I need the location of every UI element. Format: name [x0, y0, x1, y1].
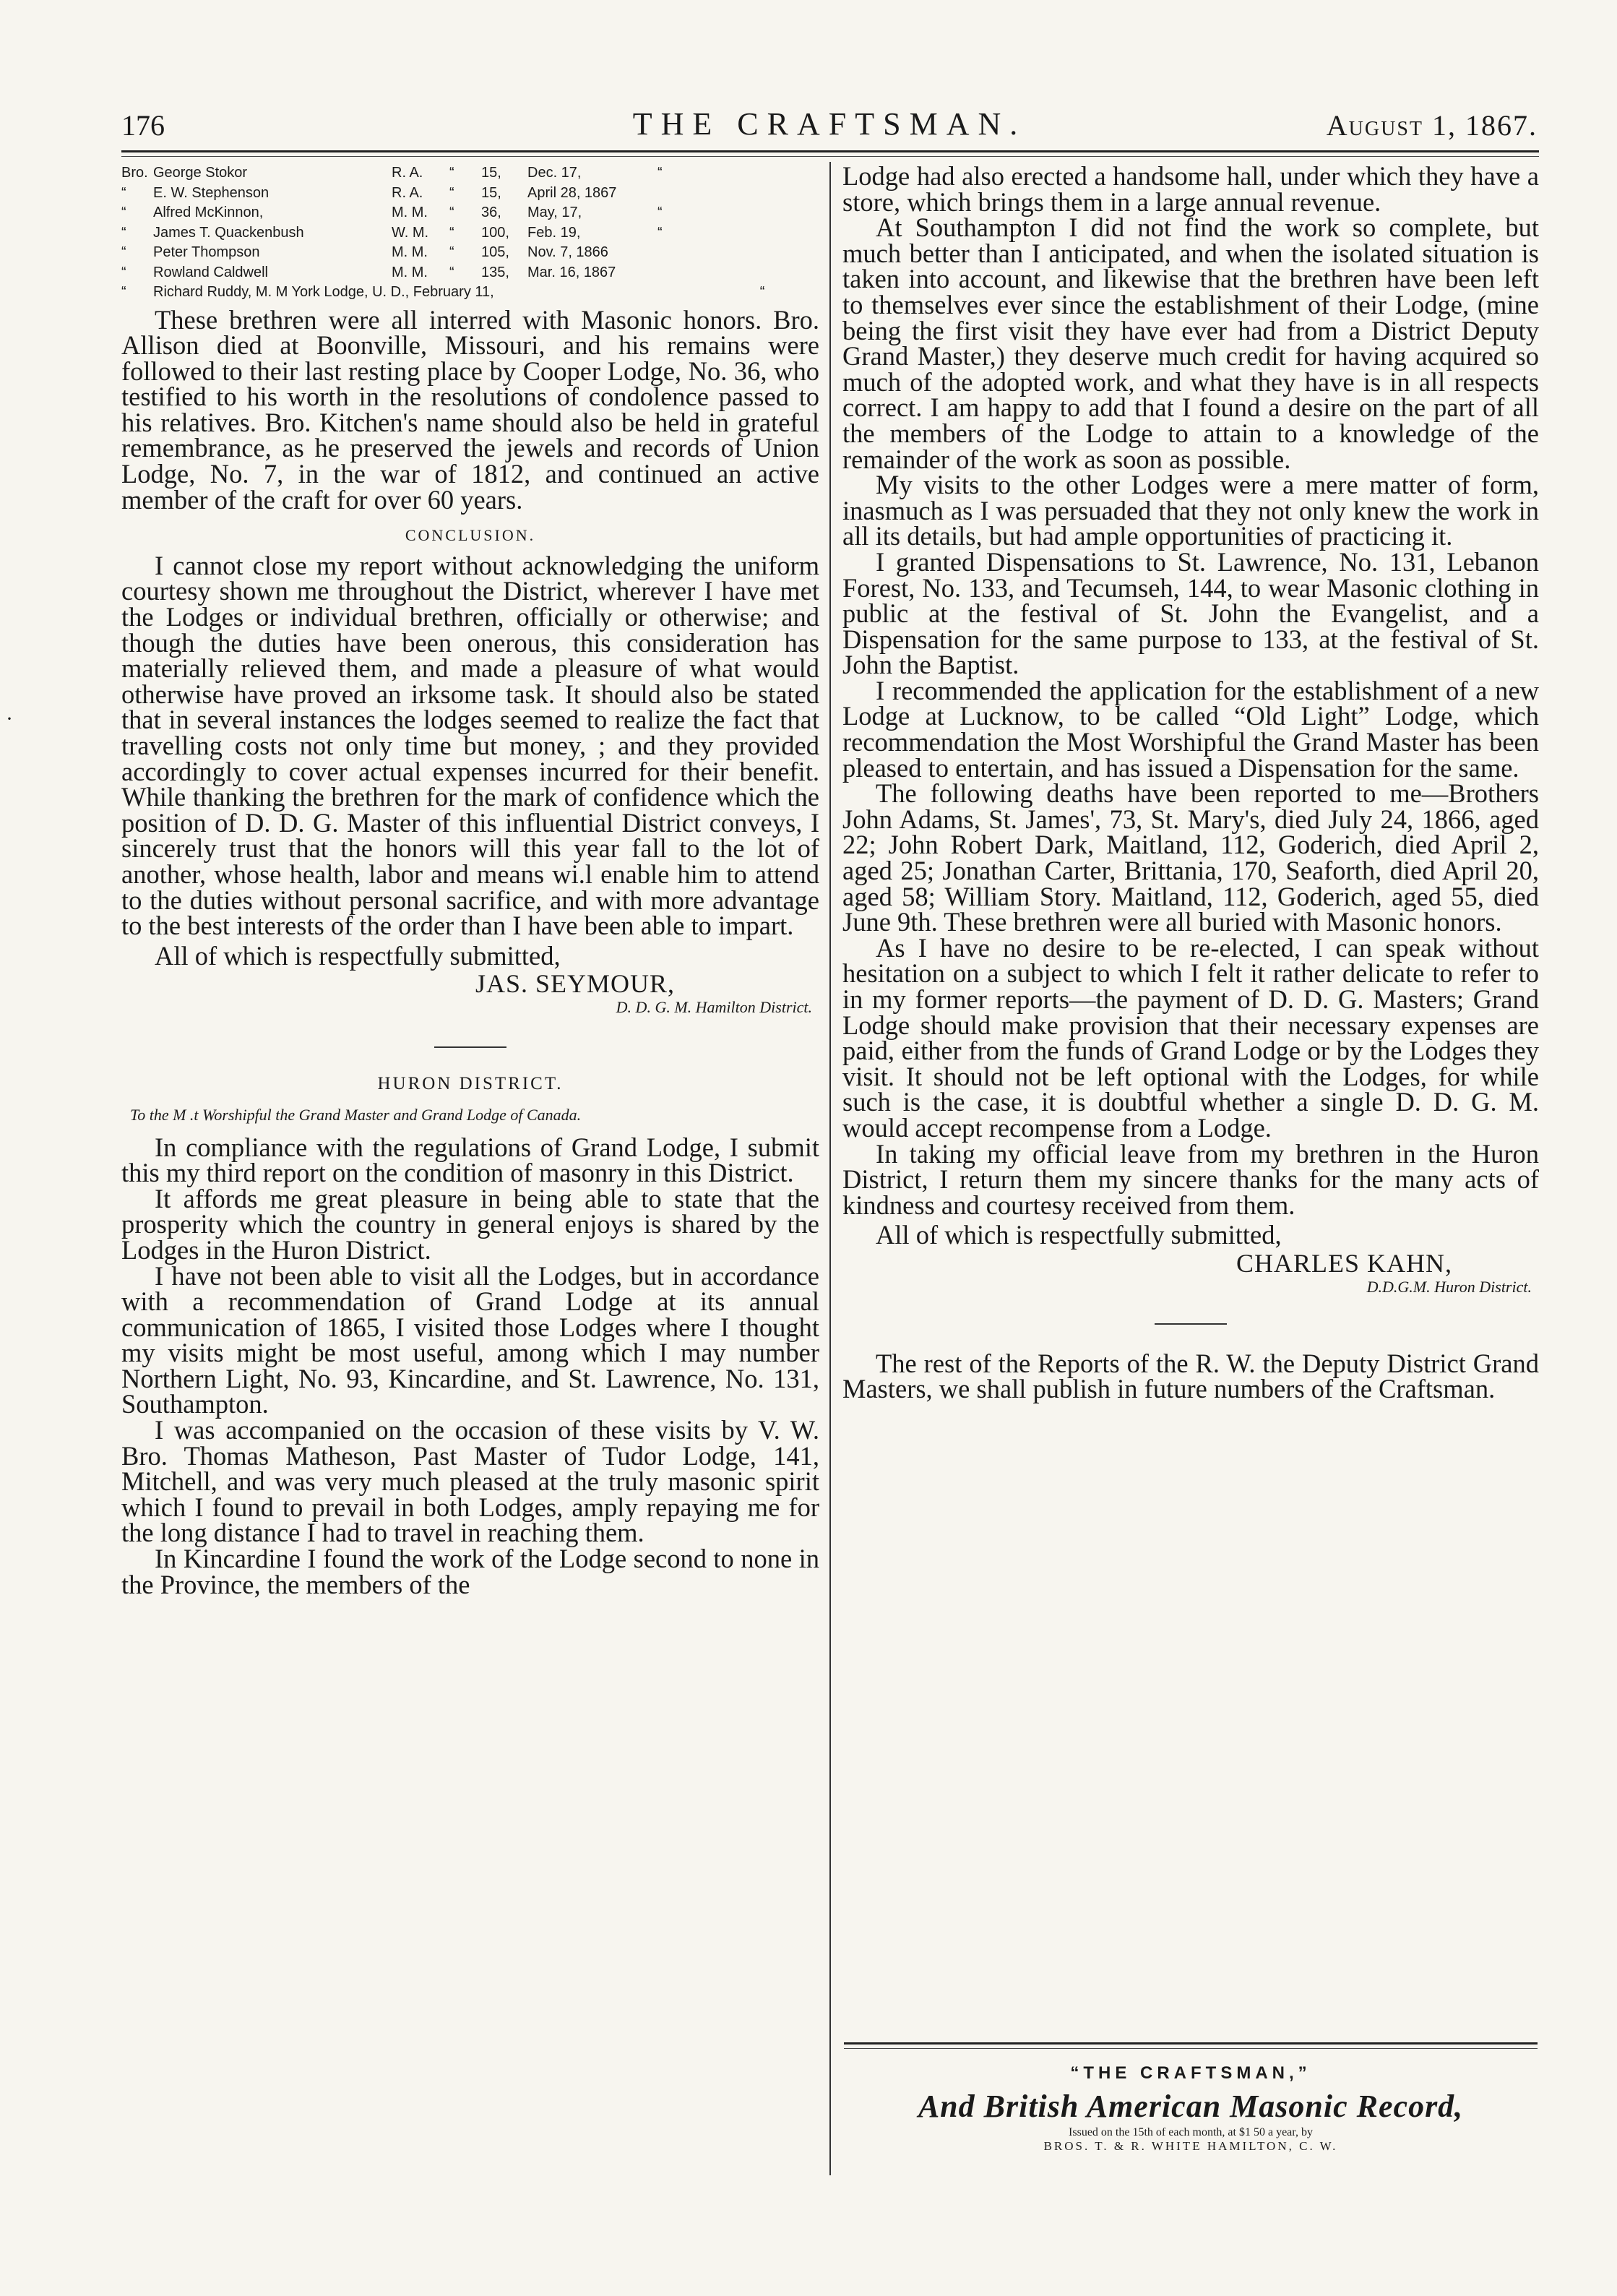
paragraph-leave: In taking my official leave from my brethren in the Huron District, I return them my sincere thanks for the many acts of kindness and courtesy received from them. — [842, 1138, 1539, 1220]
paragraph-reelected: As I have no desire to be re-elected, I can speak without hesitation on a subject to which I felt it rather delicate to refer to in my former reports—the payment of D. D. G. Masters; Grand Lodge should make provision that their necessary expenses are paid, either from the funds of Grand Lodge or by the Lodges they visit. It should not be left optional with the Lodges, for while such is the case, it is doubtful whether a single D. D. G. M. would accept recompense from a Lodge. — [842, 932, 1539, 1143]
list-cell — [494, 283, 552, 303]
paragraph-deaths: The following deaths have been reported to me—Brothers John Adams, St. James', 73, St. Mary's, died July 24, 1866, aged 22; John Robert Dark, Maitland, 112, Goderich, died April 2, aged 25; Jonathan Carter, Brittania, 170, Seaforth, died April 20, aged 58; William Story. Maitland, 112, Goderich, aged 55, died June 9th. These brethren were all buried with Masonic honors. — [842, 778, 1539, 937]
list-cell: Nov. 7, 1866 — [527, 244, 608, 260]
list-cell: 135, — [481, 264, 509, 280]
salutation: To the M .t Worshipful the Grand Master and Grand Lodge of Canada. — [130, 1105, 582, 1124]
paragraph-interred: These brethren were all interred with Masonic honors. Bro. Allison died at Boonville, Missouri, and his remains were followed to their last resting place by Cooper Lodge, No. 36, who testified to his worth in the resolutions of condolence passed to his relatives. Bro. Kitchen's name should also be held in grateful remembrance, as he preserved the jewels and records of Union Lodge, No. 7, in the war of 1812, and continued an active member of the craft for over 60 years. — [121, 304, 819, 515]
submitted-line: All of which is respectfully submitted, — [155, 940, 561, 971]
list-cell: “ — [449, 165, 454, 181]
list-cell: 15, — [481, 184, 501, 201]
paragraph-rest: The rest of the Reports of the R. W. the Deputy District Grand Masters, we shall publish in future numbers of the Craftsman. — [842, 1348, 1539, 1404]
right-column — [842, 163, 1539, 1402]
paragraph-affords: It affords me great pleasure in being able to state that the prosperity which the country in general enjoys is shared by the Lodges in the Huron District. — [121, 1183, 819, 1265]
footer-title: “THE CRAFTSMAN,” — [1070, 2063, 1311, 2083]
list-cell: “ — [121, 284, 126, 300]
list-cell: 36, — [481, 205, 501, 220]
stray-mark: · — [6, 707, 13, 731]
list-cell: M. M. — [392, 264, 428, 280]
list-item — [121, 243, 819, 263]
list-cell: W. M. — [392, 224, 429, 241]
footer-rule — [844, 2042, 1538, 2045]
list-cell: R. A. — [392, 165, 423, 181]
conclusion-heading: CONCLUSION. — [405, 526, 536, 545]
list-cell — [584, 283, 630, 303]
list-cell — [630, 283, 760, 303]
list-item — [121, 203, 819, 223]
list-cell: George Stokor — [153, 165, 248, 181]
paragraph-lucknow: I recommended the application for the establishment of a new Lodge at Lucknow, to be called “Old Light” Lodge, which recommendation the Most Worshipful the Grand Master has been pleased to entertain, and has issued a Dispensation for the same. — [842, 675, 1539, 783]
list-cell: “ — [121, 264, 126, 280]
signature-name: JAS. SEYMOUR, — [475, 969, 675, 999]
list-cell: “ — [449, 224, 454, 241]
left-column — [121, 163, 819, 1597]
huron-district-heading: HURON DISTRICT. — [377, 1073, 564, 1093]
paragraph-hall: Lodge had also erected a handsome hall, under which they have a store, which brings them in a large annual revenue. — [842, 161, 1539, 217]
list-cell: 15, — [481, 165, 501, 181]
list-cell: “ — [121, 224, 126, 241]
list-cell: 105, — [481, 244, 509, 260]
footer-issue-note: Issued on the 15th of each month, at $1 50 a year, by — [1069, 2126, 1313, 2138]
publication-title: THE CRAFTSMAN. — [632, 106, 1027, 142]
list-cell: 100, — [481, 224, 509, 241]
list-cell: Alfred McKinnon, — [153, 205, 264, 220]
list-cell: “ — [121, 184, 126, 201]
list-cell: “ — [657, 205, 663, 220]
list-cell: E. W. Stephenson — [153, 184, 270, 201]
paragraph-visits: My visits to the other Lodges were a mere matter of form, inasmuch as I was persuaded that they not only knew the work in all its details, but had ample opportunities of practicing it. — [842, 470, 1539, 551]
list-cell: James T. Quackenbush — [153, 224, 304, 241]
list-cell: M. M. — [392, 205, 428, 220]
list-item — [121, 263, 819, 283]
list-cell: “ — [121, 205, 126, 220]
section-rule-right — [1155, 1323, 1227, 1325]
list-cell: Peter Thompson — [153, 244, 260, 260]
footer-rule-thin — [844, 2048, 1538, 2049]
paragraph-kincardine: In Kincardine I found the work of the Lodge second to none in the Province, the members of the — [121, 1544, 819, 1599]
paragraph-accompanied: I was accompanied on the occasion of these visits by V. W. Bro. Thomas Matheson, Past Master of Tudor Lodge, 141, Mitchell, and was very much pleased at the truly masonic spirit which I found to prevail in both Lodges, amply repaying me for the long distance I had to travel in reaching them. — [121, 1415, 819, 1548]
publication-footer — [842, 2063, 1539, 2154]
list-cell: “ — [449, 205, 454, 220]
paragraph-compliance: In compliance with the regulations of Grand Lodge, I submit this my third report on the condition of masonry in this District. — [121, 1132, 819, 1188]
list-cell: May, 17, — [527, 205, 582, 220]
page-number: 176 — [121, 109, 165, 142]
list-cell: “ — [121, 244, 126, 260]
section-rule — [434, 1046, 506, 1048]
paragraph-conclusion: I cannot close my report without acknowledging the uniform courtesy shown me throughout the District, wherever I have met the Lodges or individual brethren, officially or otherwise; and though the duties have been onerous, this consideration has materially relieved them, and made a pleasure of what would otherwise have proved an irksome task. It should also be stated that in several instances the lodges seemed to realize the fact that travelling costs not only time but money, ; and they provided accordingly to cover actual expenses incurred for their benefit. While thanking the brethren for the mark of confidence which the position of D. D. G. Master of this influential District conveys, I sincerely trust that the honors will this year fall to the lot of another, whose health, labor and means wi.l enable him to attend to the duties without personal sacrifice, and with more advantage to the best interests of the order than I have been able to impart. — [121, 550, 819, 941]
list-cell: Rowland Caldwell — [153, 264, 268, 280]
list-cell: Mar. 16, 1867 — [527, 264, 616, 280]
list-cell — [552, 283, 584, 303]
list-cell: “ — [657, 165, 663, 181]
deceased-brethren-list — [121, 163, 819, 303]
list-cell: “ — [449, 244, 454, 260]
paragraph-southampton: At Southampton I did not find the work so complete, but much better than I anticipated, and when the isolated situation is taken into account, and likewise that the brethren have been left to themselves ever since the establishment of their Lodge, (mine being the first visit they have ever had from a District Deputy Grand Master,) they deserve much credit for having acquired so much of the adopted work, and what they have is in all respects correct. I am happy to add that I found a desire on the part of all the members of the Lodge to attain to a knowledge of the remainder of the work as soon as possible. — [842, 212, 1539, 474]
list-item — [121, 163, 819, 184]
list-cell: Feb. 19, — [527, 224, 581, 241]
list-item — [121, 184, 819, 204]
list-cell: “ — [759, 284, 765, 300]
header-rule — [121, 150, 1539, 152]
footer-subtitle: And British American Masonic Record, — [918, 2089, 1464, 2124]
list-item — [121, 223, 819, 244]
page-header — [121, 103, 1538, 146]
list-cell: M. M. — [392, 244, 428, 260]
submitted-line-right: All of which is respectfully submitted, — [876, 1220, 1282, 1250]
list-cell: Dec. 17, — [527, 165, 582, 181]
issue-date: August 1, 1867. — [1326, 109, 1538, 142]
signature-name-right: CHARLES KAHN, — [1236, 1248, 1452, 1278]
column-divider — [829, 162, 831, 2175]
paragraph-visit: I have not been able to visit all the Lodges, but in accordance with a recommendation of Grand Lodge at its annual communication of 1865, I visited those Lodges where I thought my visits might be most useful, among which I may number Northern Light, No. 93, Kincardine, and St. Lawrence, No. 131, Southampton. — [121, 1260, 819, 1419]
list-cell: R. A. — [392, 184, 423, 201]
list-cell: “ — [449, 184, 454, 201]
list-cell: Bro. — [121, 165, 148, 181]
list-cell: “ — [657, 224, 663, 241]
header-rule-thin — [121, 156, 1539, 157]
paragraph-dispensations: I granted Dispensations to St. Lawrence, No. 131, Lebanon Forest, No. 133, and Tecumseh, 144, to wear Masonic clothing in public at the festival of St. John the Evangelist, and a Dispensation for the same purpose to 133, at the festival of St. John the Baptist. — [842, 546, 1539, 680]
list-item — [121, 283, 819, 303]
list-cell: Richard Ruddy, M. M York Lodge, U. D., February 11, — [153, 284, 494, 300]
list-cell: April 28, 1867 — [527, 184, 617, 201]
list-cell: “ — [449, 264, 454, 280]
footer-publisher: BROS. T. & R. WHITE HAMILTON, C. W. — [1043, 2139, 1338, 2153]
signature-title-right: D.D.G.M. Huron District. — [1366, 1277, 1532, 1296]
signature-title: D. D. G. M. Hamilton District. — [616, 997, 812, 1016]
